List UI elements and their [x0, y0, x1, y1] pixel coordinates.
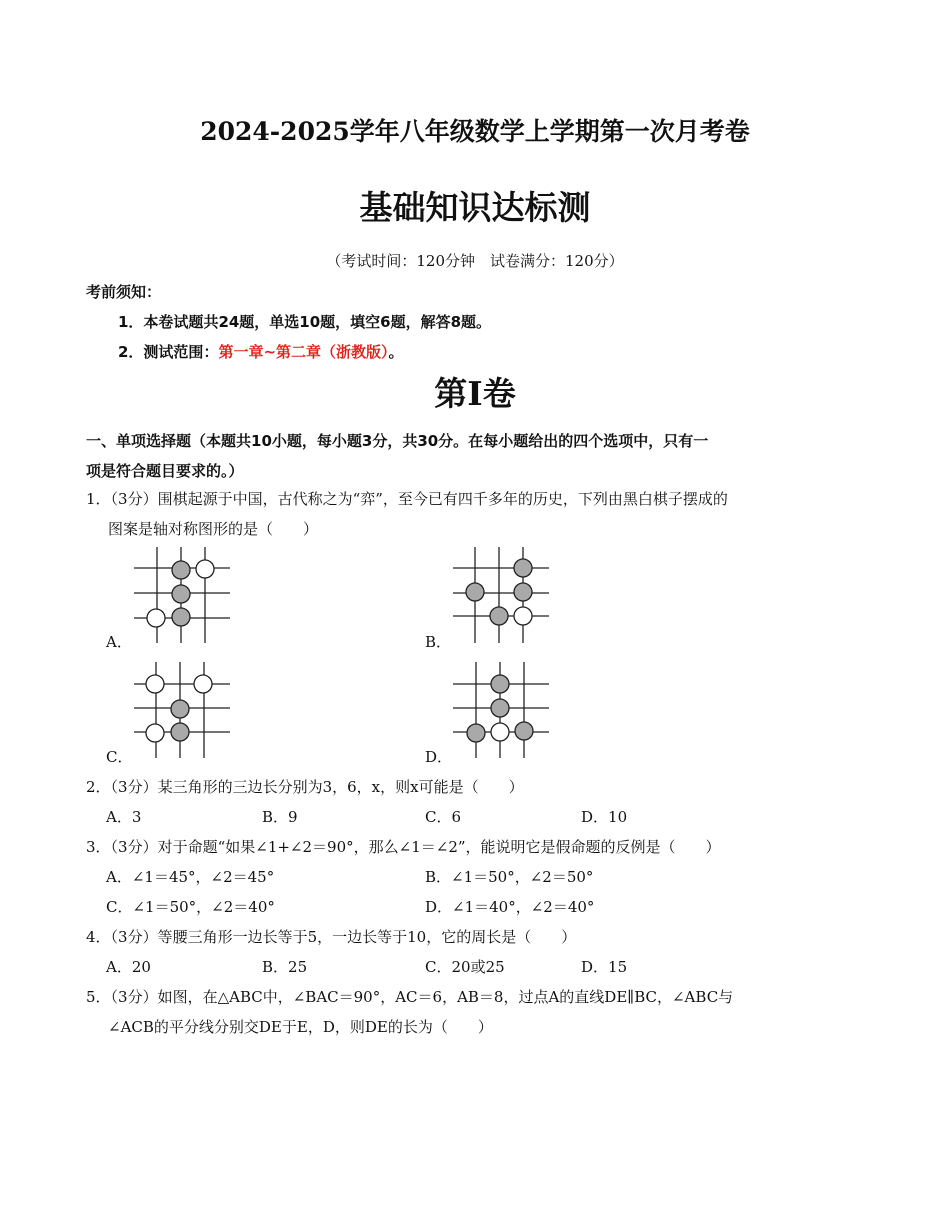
q1-option-a[interactable]: A． [106, 633, 132, 651]
q2-stem: 2．（3分）某三角形的三边长分别为3，6，x，则x可能是（ ） [86, 778, 524, 796]
black-stone [172, 608, 190, 626]
section-heading-line1: 一、单项选择题（本题共10小题，每小题3分，共30分。在每小题给出的四个选项中，只有一 [86, 432, 709, 450]
black-stone [466, 583, 484, 601]
black-stone [171, 723, 189, 741]
q2-option-b[interactable]: B．9 [262, 808, 298, 826]
notice-heading: 考前须知： [86, 283, 162, 301]
q5-stem-line1: 5．（3分）如图，在△ABC中，∠BAC＝90°，AC＝6，AB＝8，过点A的直线DE∥BC，∠ABC与 [86, 988, 734, 1006]
exam-subtitle: 基础知识达标测 [359, 188, 591, 227]
notice-item-2-prefix: 2．测试范围： [118, 343, 219, 361]
q4-stem: 4．（3分）等腰三角形一边长等于5，一边长等于10，它的周长是（ ） [86, 928, 577, 946]
q3-option-d[interactable]: D．∠1＝40°，∠2＝40° [425, 898, 595, 916]
notice-item-2 [118, 341, 404, 362]
q3-stem: 3．（3分）对于命题“如果∠1+∠2＝90°，那么∠1＝∠2”，能说明它是假命题的反例是（ ） [86, 838, 721, 856]
q3-option-b[interactable]: B．∠1＝50°，∠2＝50° [425, 868, 594, 886]
test-scope: 第一章~第二章（浙教版） [218, 343, 389, 361]
notice-item-1: 1．本卷试题共24题，单选10题，填空6题，解答8题。 [118, 313, 492, 331]
notice-item-2-suffix: 。 [388, 343, 404, 361]
white-stone [514, 607, 532, 625]
go-pattern-c [132, 660, 232, 760]
q4-option-b[interactable]: B．25 [262, 958, 308, 976]
q1-option-b[interactable]: B． [425, 633, 452, 651]
white-stone [196, 560, 214, 578]
white-stone [194, 675, 212, 693]
black-stone [490, 607, 508, 625]
black-stone [515, 722, 533, 740]
q4-option-a[interactable]: A．20 [106, 958, 151, 976]
black-stone [491, 675, 509, 693]
q4-option-d[interactable]: D．15 [581, 958, 628, 976]
q3-option-a[interactable]: A．∠1＝45°，∠2＝45° [106, 868, 275, 886]
black-stone [514, 559, 532, 577]
q2-option-a[interactable]: A．3 [106, 808, 142, 826]
q5-stem-line2: ∠ACB的平分线分别交DE于E，D，则DE的长为（ ） [108, 1018, 493, 1036]
black-stone [491, 699, 509, 717]
go-pattern-b [451, 545, 551, 645]
q2-option-c[interactable]: C．6 [425, 808, 462, 826]
black-stone [514, 583, 532, 601]
q2-option-d[interactable]: D．10 [581, 808, 628, 826]
exam-title: 2024-2025学年八年级数学上学期第一次月考卷 [200, 117, 750, 146]
black-stone [172, 585, 190, 603]
q3-option-c[interactable]: C．∠1＝50°，∠2＝40° [106, 898, 275, 916]
white-stone [491, 723, 509, 741]
black-stone [467, 724, 485, 742]
black-stone [171, 700, 189, 718]
section-heading-line2: 项是符合题目要求的。） [86, 462, 244, 480]
black-stone [172, 561, 190, 579]
white-stone [146, 724, 164, 742]
q1-option-d[interactable]: D． [425, 748, 453, 766]
go-pattern-a [132, 545, 232, 645]
q1-stem-line2: 图案是轴对称图形的是（ ） [108, 520, 319, 538]
go-pattern-d [451, 660, 551, 760]
volume-title: 第Ⅰ卷 [434, 374, 516, 413]
q1-option-c[interactable]: C． [106, 748, 133, 766]
q1-stem-line1: 1．（3分）围棋起源于中国，古代称之为“弈”，至今已有四千多年的历史，下列由黑白棋子摆成的 [86, 490, 728, 508]
q4-option-c[interactable]: C．20或25 [425, 958, 505, 976]
white-stone [146, 675, 164, 693]
white-stone [147, 609, 165, 627]
exam-info: （考试时间：120分钟 试卷满分：120分） [326, 252, 624, 270]
